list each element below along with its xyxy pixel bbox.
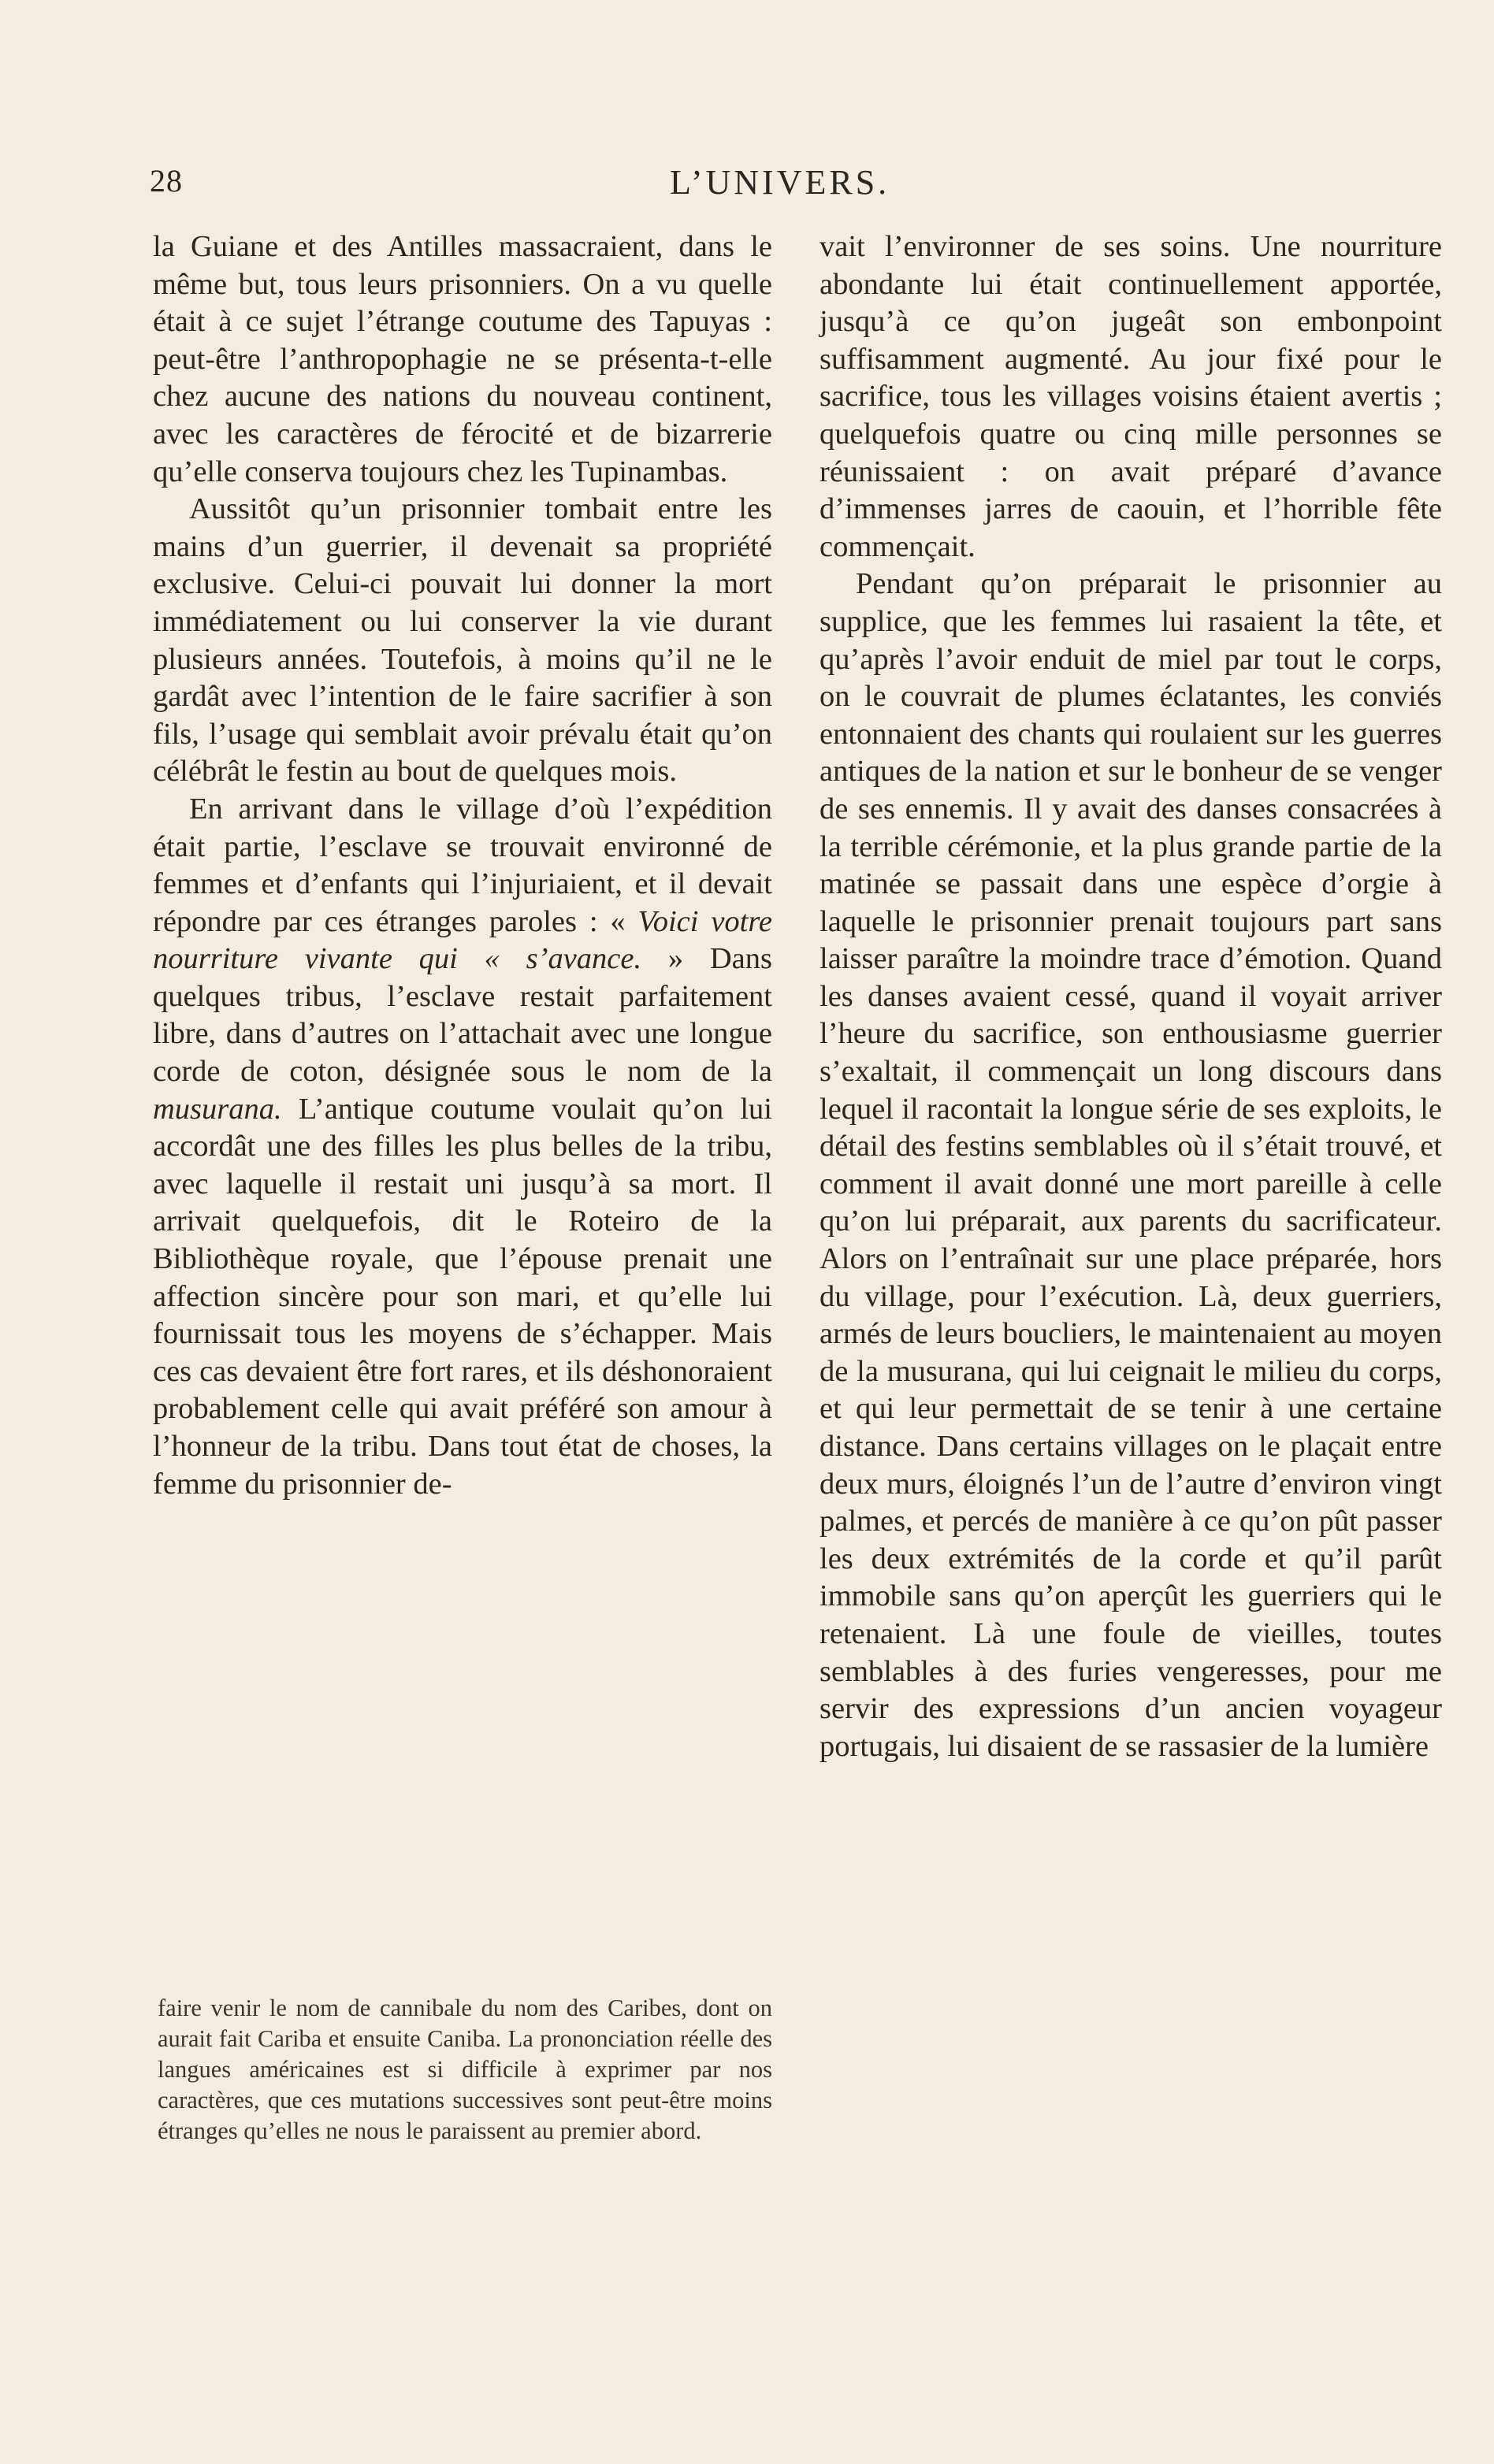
left-column [153, 228, 772, 1503]
page-number: 28 [150, 163, 183, 199]
running-title: L’UNIVERS. [670, 163, 890, 202]
paragraph: la Guiane et des Antilles massacraient, dans le même but, tous leurs prisonniers. On a vu quelle était à ce sujet l’étrange coutume des Tapuyas : peut-être l’anthropophagie ne se présenta-t-elle chez aucune des nations du nouveau continent, avec les caractères de férocité et de bizarrerie qu’elle conserva toujours chez les Tupinambas. [153, 230, 772, 488]
paragraph: Aussitôt qu’un prisonnier tombait entre les mains d’un guerrier, il devenait sa propriété exclusive. Celui-ci pouvait lui donner la mort immédiatement ou lui conserver la vie durant plusieurs années. Toutefois, à moins qu’il ne le gardât avec l’intention de le faire sacrifier à son fils, l’usage qui semblait avoir prévalu était qu’on célébrât le festin au bout de quelques mois. [153, 492, 772, 789]
paragraph-text: En arrivant dans le village d’où l’expédition était partie, l’esclave se trouvait environné de femmes et d’enfants qui l’injuriaient, et il devait répondre par ces étranges paroles : « [153, 792, 772, 938]
paragraph-text: L’antique coutume voulait qu’on lui accordât une des filles les plus belles de la tribu, avec laquelle il restait uni jusqu’à sa mort. Il arrivait quelquefois, dit le Roteiro de la Bibliothèque royale, que l’épouse prenait une affection sincère pour son mari, et qu’elle lui fournissait tous les moyens de s’échapper. Mais ces cas devaient être fort rares, et ils déshonoraient probablement celle qui avait préféré son amour à l’honneur de la tribu. Dans tout état de choses, la femme du prisonnier de- [153, 1092, 772, 1501]
paragraph [153, 791, 772, 1503]
paragraph-text: » Dans quelques tribus, l’esclave restait parfaitement libre, dans d’autres on l’attachait avec une longue corde de coton, désignée sous le nom de la [153, 942, 772, 1089]
quoted-speech: Voici votre nourriture vivante qui « s’avance. [153, 904, 772, 976]
right-column [819, 228, 1442, 1765]
footnote: faire venir le nom de cannibale du nom des Caribes, dont on aurait fait Cariba et ensuite Caniba. La prononciation réelle des langues américaines est si difficile à exprimer par nos caractères, que ces mutations successives sont peut-être moins étranges qu’elles ne nous le paraissent au premier abord. [158, 1995, 772, 2144]
paragraph: Pendant qu’on préparait le prisonnier au supplice, que les femmes lui rasaient la tête, et qu’après l’avoir enduit de miel par tout le corps, on le couvrait de plumes éclatantes, les conviés entonnaient des chants qui roulaient sur les guerres antiques de la nation et sur le bonheur de se venger de ses ennemis. Il y avait des danses consacrées à la terrible cérémonie, et la plus grande partie de la matinée se passait dans une espèce d’orgie à laquelle le prisonnier prenait toujours part sans laisser paraître la moindre trace d’émotion. Quand les danses avaient cessé, quand il voyait arriver l’heure du sacrifice, son enthousiasme guerrier s’exaltait, il commençait un long discours dans lequel il racontait la longue série de ses exploits, le détail des festins semblables où il s’était trouvé, et comment il avait donné une mort pareille à celle qu’on lui préparait, aux parents du sacrificateur. Alors on l’entraînait sur une place préparée, hors du village, pour l’exécution. Là, deux guerriers, armés de leurs boucliers, le maintenaient au moyen de la musurana, qui lui ceignait le milieu du corps, et qui leur permettait de se tenir à une certaine distance. Dans certains villages on le plaçait entre deux murs, éloignés l’un de l’autre d’environ vingt palmes, et percés de manière à ce qu’on pût passer les deux extrémités de la corde et qu’il parût immobile sans qu’on aperçût les guerriers qui le retenaient. Là une foule de vieilles, toutes semblables à des furies vengeresses, pour me servir des expressions d’un ancien voyageur portugais, lui disaient de se rassasier de la lumière [819, 567, 1442, 1763]
paragraph: vait l’environner de ses soins. Une nourriture abondante lui était continuellement apportée, jusqu’à ce qu’on jugeât son embonpoint suffisamment augmenté. Au jour fixé pour le sacrifice, tous les villages voisins étaient avertis ; quelquefois quatre ou cinq mille personnes se réunissaient : on avait préparé d’avance d’immenses jarres de caouin, et l’horrible fête commençait. [819, 230, 1442, 563]
italic-term: musurana. [153, 1092, 282, 1126]
page-header [150, 162, 1410, 210]
